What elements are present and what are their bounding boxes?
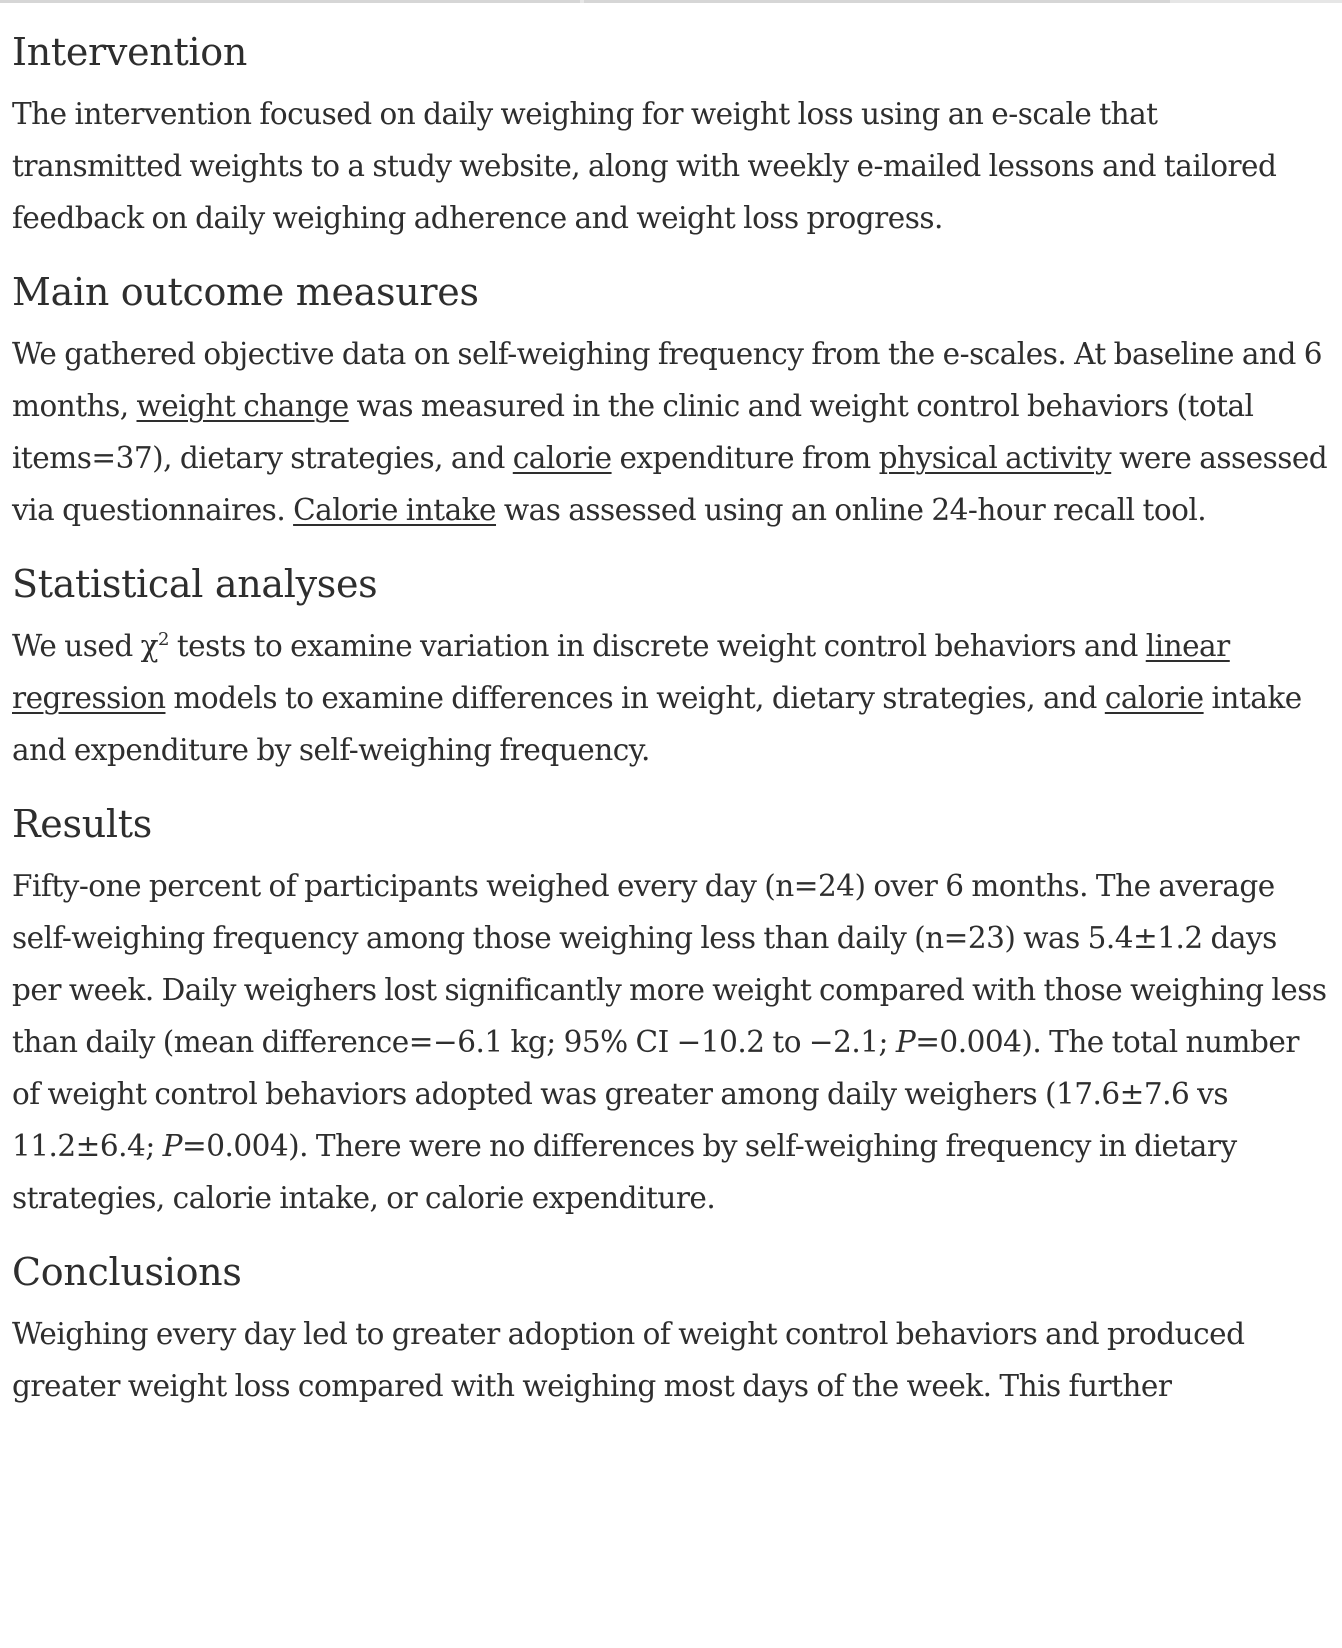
text-segment: We gathered objective data on self-weighing frequency from the e-scales. At baseline and 6 months, <box>12 337 1323 423</box>
link-calorie-intake[interactable]: Calorie intake <box>293 493 497 527</box>
section-intervention <box>12 28 1332 244</box>
text-segment: We used χ <box>12 629 158 663</box>
text-segment: intake and expenditure by self-weighing frequency. <box>12 681 1302 767</box>
text-segment: expenditure from <box>611 441 879 475</box>
top-border <box>0 0 1342 3</box>
top-border-segment <box>0 0 580 3</box>
text-segment: =0.004). There were no differences by self-weighing frequency in dietary strategies, calorie intake, or calorie expenditure. <box>12 1129 1237 1215</box>
section-body-main-outcome-measures <box>12 328 1332 536</box>
section-heading-results: Results <box>12 802 152 846</box>
text-segment: was measured in the clinic and weight control behaviors (total items=37), dietary strategies, and <box>12 389 1254 475</box>
section-body-conclusions: Weighing every day led to greater adoption of weight control behaviors and produced greater weight loss compared with weighing most days of the week. This further <box>12 1317 1245 1403</box>
link-calorie[interactable]: calorie <box>512 441 612 475</box>
section-results <box>12 800 1332 1224</box>
superscript-2: 2 <box>157 629 169 651</box>
text-segment: were assessed via questionnaires. <box>12 441 1328 527</box>
section-conclusions <box>12 1248 1332 1412</box>
text-segment: models to examine differences in weight, dietary strategies, and <box>165 681 1105 715</box>
link-physical-activity[interactable]: physical activity <box>878 441 1112 475</box>
section-statistical-analyses <box>12 560 1332 776</box>
section-body-intervention: The intervention focused on daily weighing for weight loss using an e-scale that transmitted weights to a study website, along with weekly e-mailed lessons and tailored feedback on daily weighing adherence and weight loss progress. <box>12 97 1277 235</box>
section-body-statistical-analyses <box>12 620 1332 776</box>
link-calorie[interactable]: calorie <box>1104 681 1204 715</box>
top-border-segment <box>584 0 1170 3</box>
text-segment: was assessed using an online 24-hour recall tool. <box>496 493 1207 527</box>
p-value-symbol: P <box>895 1025 916 1059</box>
section-body-results <box>12 860 1332 1224</box>
section-main-outcome-measures <box>12 268 1332 536</box>
link-linear-regression[interactable]: linear regression <box>12 629 1230 715</box>
section-heading-conclusions: Conclusions <box>12 1250 242 1294</box>
section-heading-statistical-analyses: Statistical analyses <box>12 562 378 606</box>
text-segment: =0.004). The total number of weight control behaviors adopted was greater among daily weighers (17.6±7.6 vs 11.2±6.4; <box>12 1025 1299 1163</box>
link-weight-change[interactable]: weight change <box>136 389 349 423</box>
abstract-content <box>12 20 1332 1436</box>
text-segment: Fifty-one percent of participants weighed every day (n=24) over 6 months. The average self-weighing frequency among those weighing less than daily (n=23) was 5.4±1.2 days per week. Daily weighers lost significantly more weight compared with those weighing less than daily (mean difference=−6.1 kg; 95% CI −10.2 to −2.1; <box>12 869 1327 1059</box>
section-heading-intervention: Intervention <box>12 30 248 74</box>
section-heading-main-outcome-measures: Main outcome measures <box>12 270 479 314</box>
p-value-symbol: P <box>162 1129 182 1163</box>
text-segment: tests to examine variation in discrete weight control behaviors and <box>168 629 1146 663</box>
